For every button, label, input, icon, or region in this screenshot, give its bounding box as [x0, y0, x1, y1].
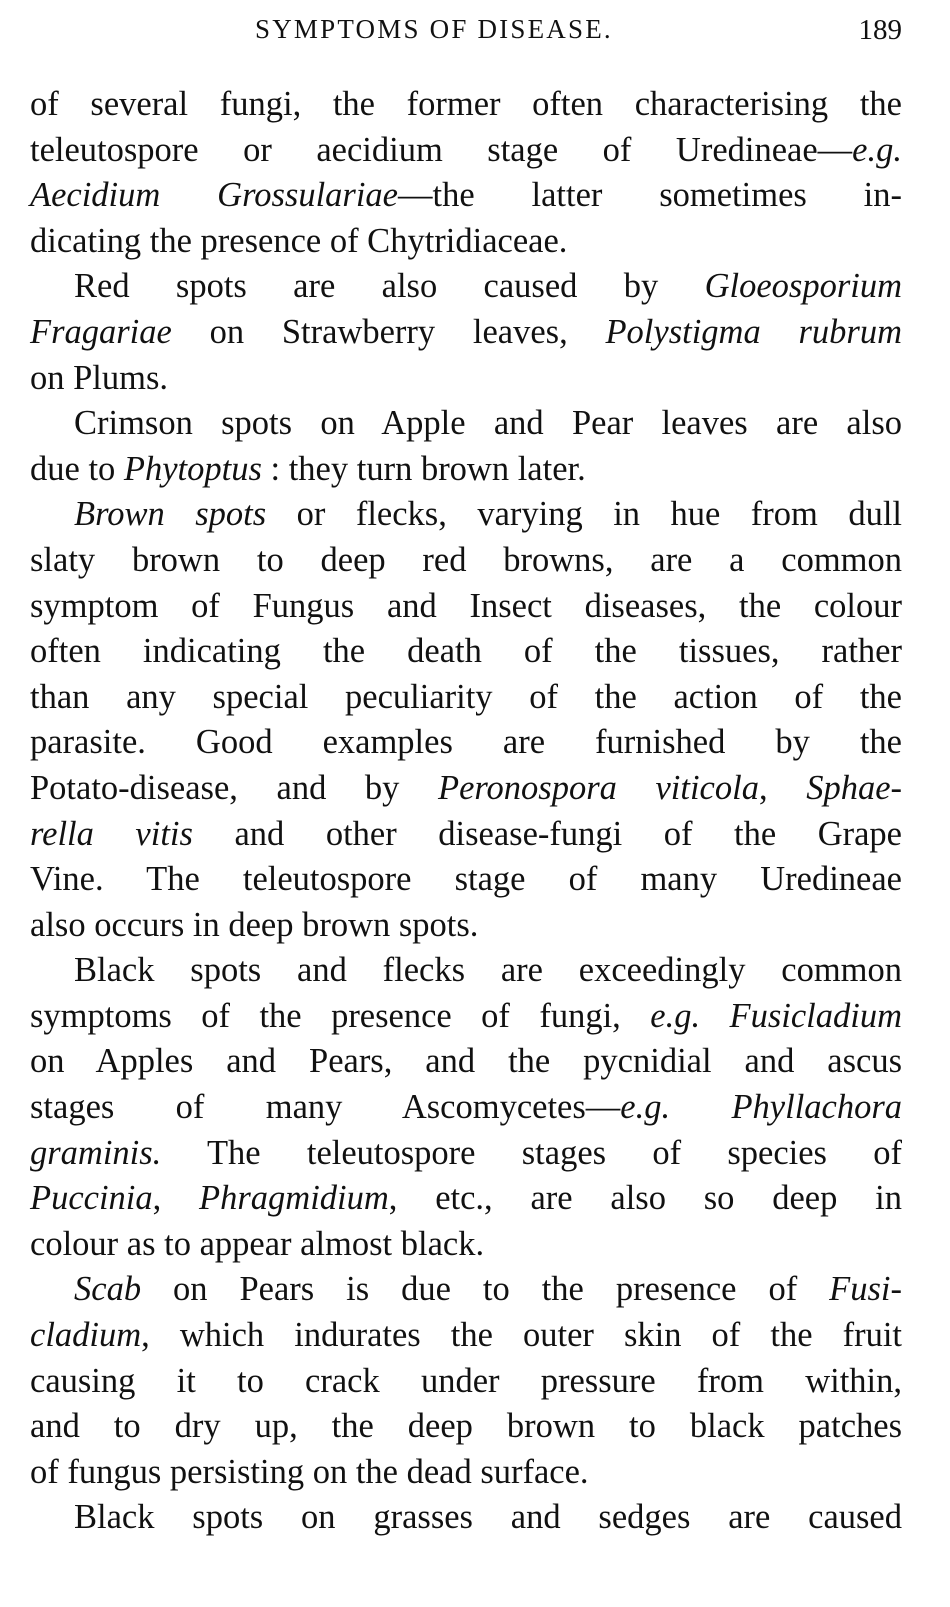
text-line: of fungus persisting on the dead surface. — [30, 1452, 589, 1491]
text-line: and to dry up, the deep brown to black patches — [30, 1407, 902, 1446]
text-line: Puccinia, Phragmidium, etc., are also so deep in — [30, 1179, 902, 1218]
running-head: SYMPTOMS OF DISEASE. — [255, 14, 613, 44]
text-line: rella vitis and other disease-fungi of the Grape — [30, 814, 902, 853]
text-line: Black spots on grasses and sedges are caused — [74, 1498, 902, 1537]
text-line: of several fungi, the former often characterising the — [30, 85, 902, 123]
text-line: due to Phytoptus : they turn brown later. — [30, 449, 586, 488]
text-line: Fragariae on Strawberry leaves, Polystigma rubrum — [30, 312, 902, 351]
text-line: graminis. The teleutospore stages of species of — [30, 1133, 902, 1172]
text-line: Black spots and flecks are exceedingly common — [74, 951, 902, 990]
text-line: causing it to crack under pressure from within, — [30, 1361, 902, 1400]
text-line: Red spots are also caused by Gloeosporium — [74, 267, 902, 306]
page-number: 189 — [858, 14, 902, 46]
text-line: parasite. Good examples are furnished by the — [30, 723, 902, 762]
text-line: Potato-disease, and by Peronospora viticola, Sphae- — [30, 768, 902, 807]
text-line: Scab on Pears is due to the presence of Fusi- — [74, 1270, 902, 1309]
text-line: on Apples and Pears, and the pycnidial and ascus — [30, 1042, 902, 1081]
text-line: Aecidium Grossulariae—the latter sometimes in- — [30, 176, 902, 215]
body-text — [30, 82, 902, 1541]
text-line: slaty brown to deep red browns, are a common — [30, 540, 902, 579]
text-line: colour as to appear almost black. — [30, 1224, 485, 1263]
text-line: often indicating the death of the tissues, rather — [30, 632, 902, 671]
text-line: symptom of Fungus and Insect diseases, the colour — [30, 586, 902, 625]
text-line: also occurs in deep brown spots. — [30, 905, 479, 944]
text-line: symptoms of the presence of fungi, e.g. Fusicladium — [30, 996, 903, 1035]
text-line: on Plums. — [30, 358, 169, 397]
text-line: than any special peculiarity of the action of the — [30, 677, 902, 716]
text-line: stages of many Ascomycetes—e.g. Phyllachora — [30, 1088, 903, 1127]
text-line: Vine. The teleutospore stage of many Uredineae — [30, 860, 902, 899]
text-line: dicating the presence of Chytridiaceae. — [30, 221, 568, 260]
text-line: cladium, which indurates the outer skin of the fruit — [30, 1316, 902, 1355]
page-header — [0, 14, 950, 54]
text-line: teleutospore or aecidium stage of Uredineae—e.g. — [30, 130, 902, 169]
text-line: Brown spots or flecks, varying in hue from dull — [74, 495, 902, 534]
text-line: Crimson spots on Apple and Pear leaves are also — [74, 404, 902, 443]
